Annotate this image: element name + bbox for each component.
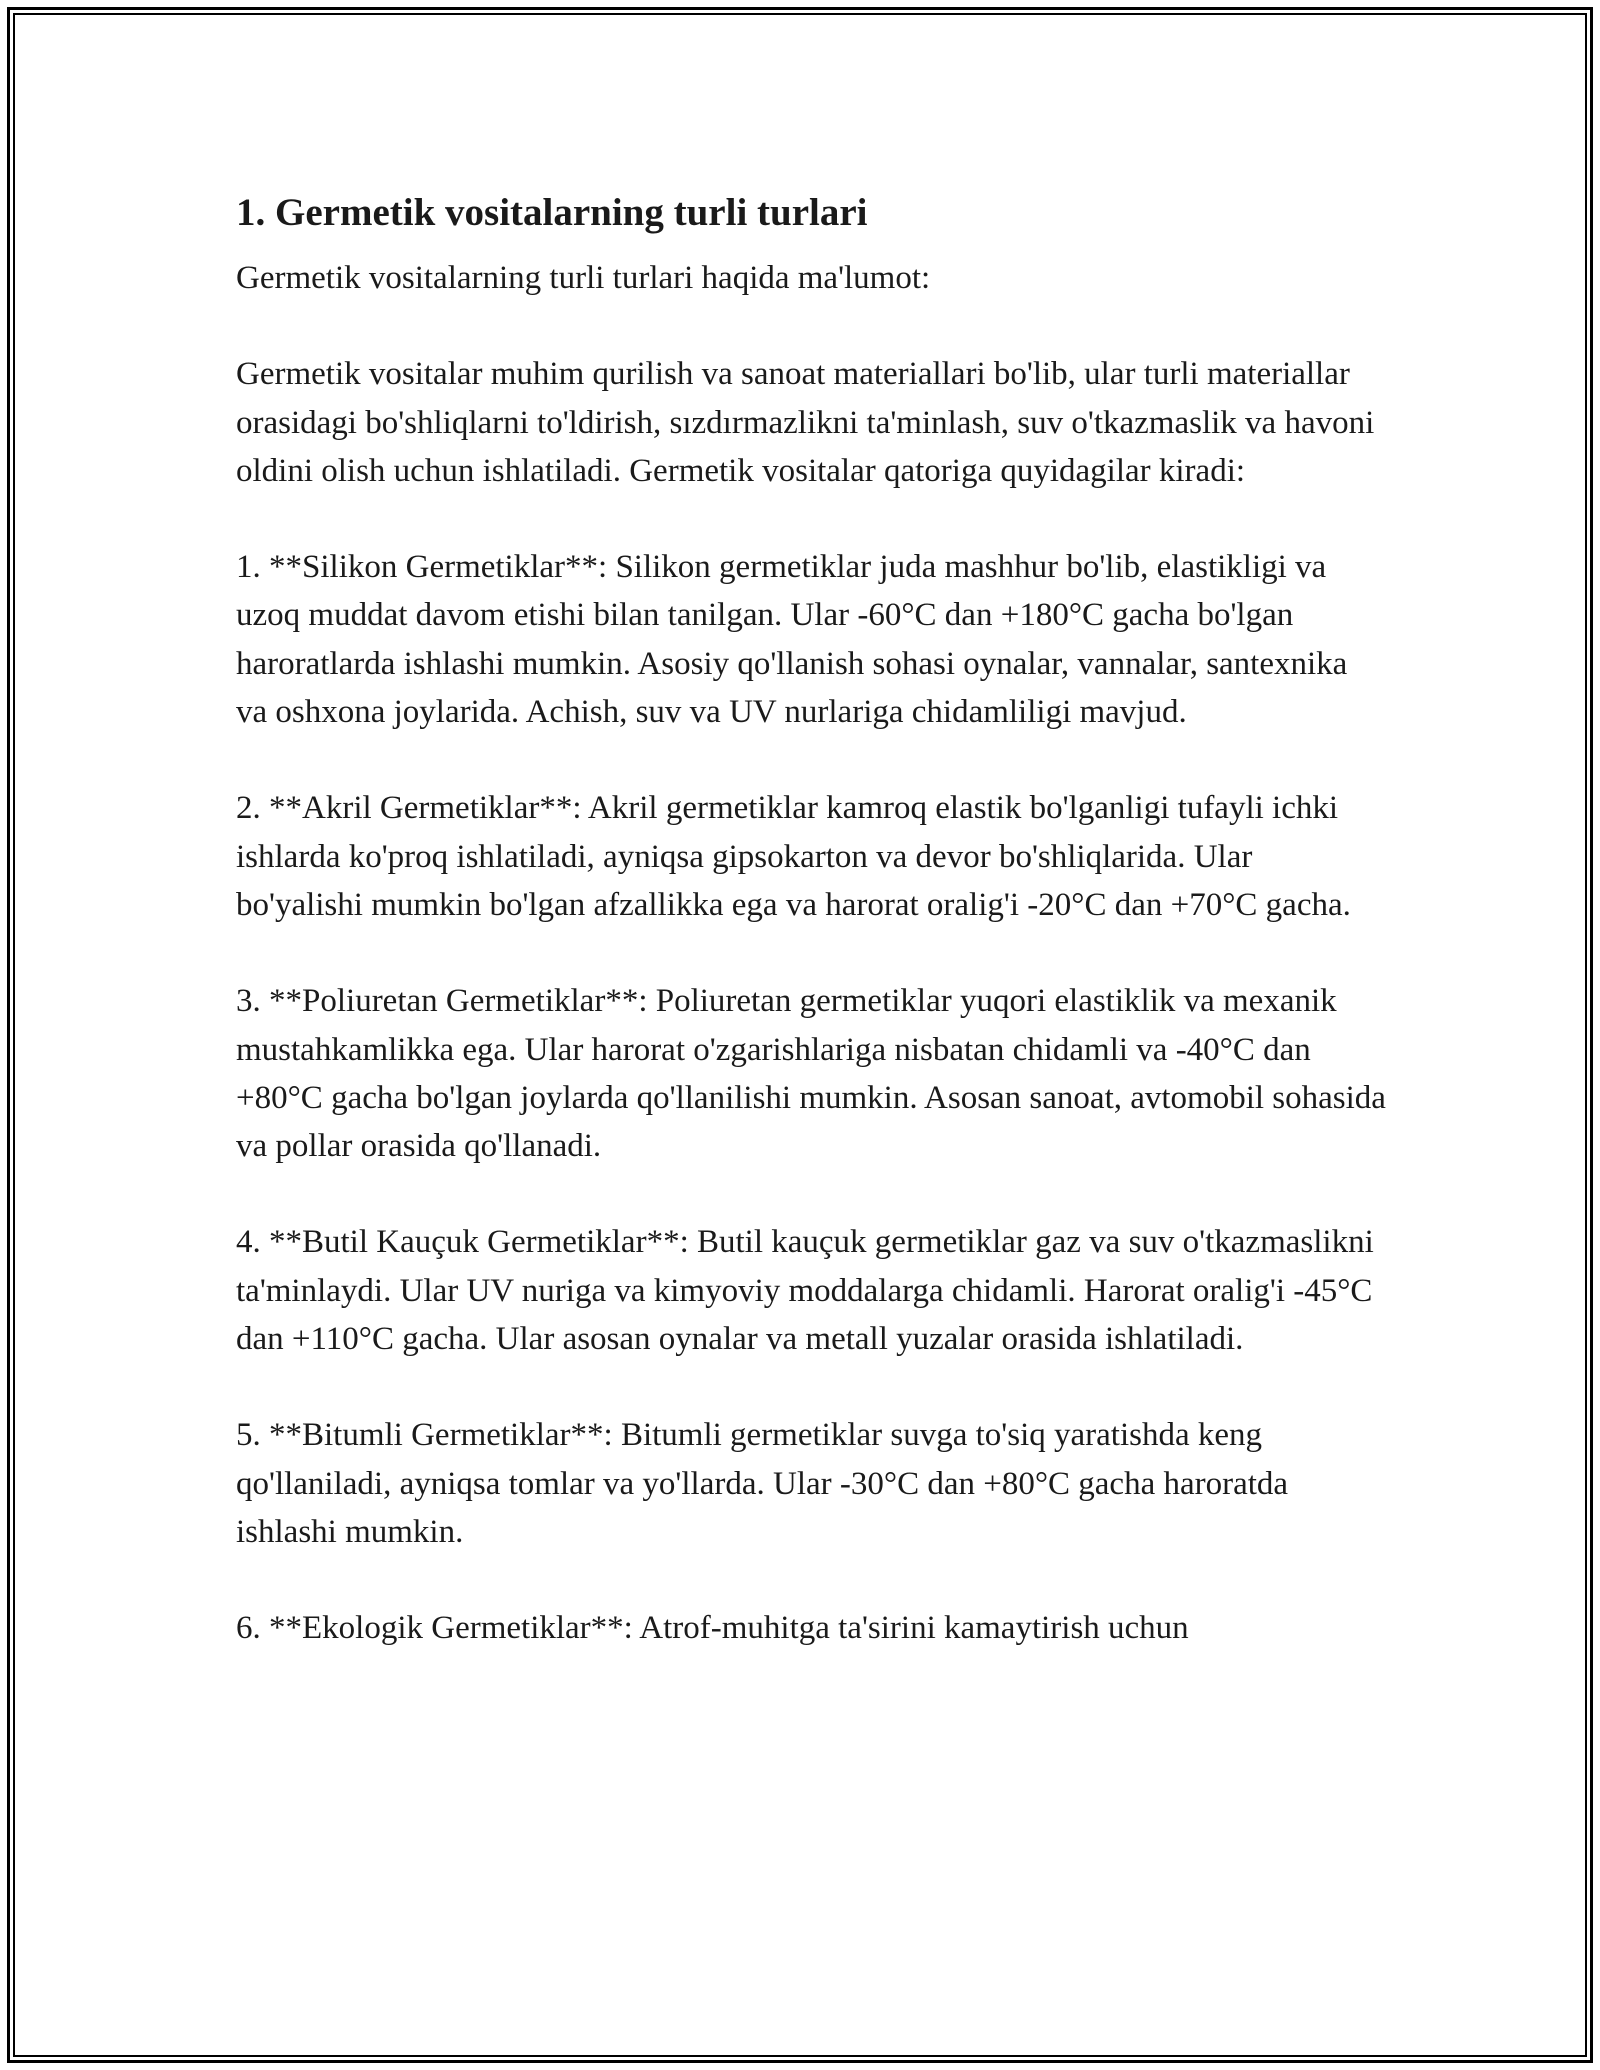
akril-paragraph: 2. **Akril Germetiklar**: Akril germetiklar kamroq elastik bo'lganligi tufayli ichki ishlarda ko'proq ishlatiladi, ayniqsa gipsokarton va devor bo'shliqlarida. Ular bo'yalishi mumkin bo'lgan afzallikka ega va harorat oralig'i -20°C dan +70°C gacha. <box>236 790 1351 923</box>
intro-paragraph: Germetik vositalarning turli turlari haqida ma'lumot: <box>236 260 931 296</box>
poliuretan-paragraph: 3. **Poliuretan Germetiklar**: Poliuretan germetiklar yuqori elastiklik va mexanik mustahkamlikka ega. Ular harorat o'zgarishlariga nisbatan chidamli va -40°C dan +80°C gacha bo'lgan joylarda qo'llanilishi mumkin. Asosan sanoat, avtomobil sohasida va pollar orasida qo'llanadi. <box>236 983 1386 1165</box>
butil-paragraph: 4. **Butil Kauçuk Germetiklar**: Butil kauçuk germetiklar gaz va suv o'tkazmaslikni ta'minlaydi. Ular UV nuriga va kimyoviy moddalarga chidamli. Harorat oralig'i -45°C dan +110°C gacha. Ular asosan oynalar va metall yuzalar orasida ishlatiladi. <box>236 1224 1374 1358</box>
ekologik-paragraph: 6. **Ekologik Germetiklar**: Atrof-muhitga ta'sirini kamaytirish uchun <box>236 1610 1189 1647</box>
section-heading: 1. Germetik vositalarning turli turlari <box>236 191 868 234</box>
bitumli-paragraph: 5. **Bitumli Germetiklar**: Bitumli germetiklar suvga to'siq yaratishda keng qo'llaniladi, ayniqsa tomlar va yo'llarda. Ular -30°C dan +80°C gacha haroratda ishlashi mumkin. <box>236 1417 1289 1550</box>
document-body <box>236 186 1386 1701</box>
silikon-paragraph: 1. **Silikon Germetiklar**: Silikon germetiklar juda mashhur bo'lib, elastikligi va uzoq muddat davom etishi bilan tanilgan. Ular -60°C dan +180°C gacha bo'lgan haroratlarda ishlashi mumkin. Asosiy qo'llanish sohasi oynalar, vannalar, santexnika va oshxona joylarida. Achish, suv va UV nurlariga chidamliligi mavjud. <box>236 549 1348 731</box>
overview-paragraph: Germetik vositalar muhim qurilish va sanoat materiallari bo'lib, ular turli materiallar orasidagi bo'shliqlarni to'ldirish, sızdırmazlikni ta'minlash, suv o'tkazmaslik va havoni oldini olish uchun ishlatiladi. Germetik vositalar qatoriga quyidagilar kiradi: <box>236 356 1375 489</box>
